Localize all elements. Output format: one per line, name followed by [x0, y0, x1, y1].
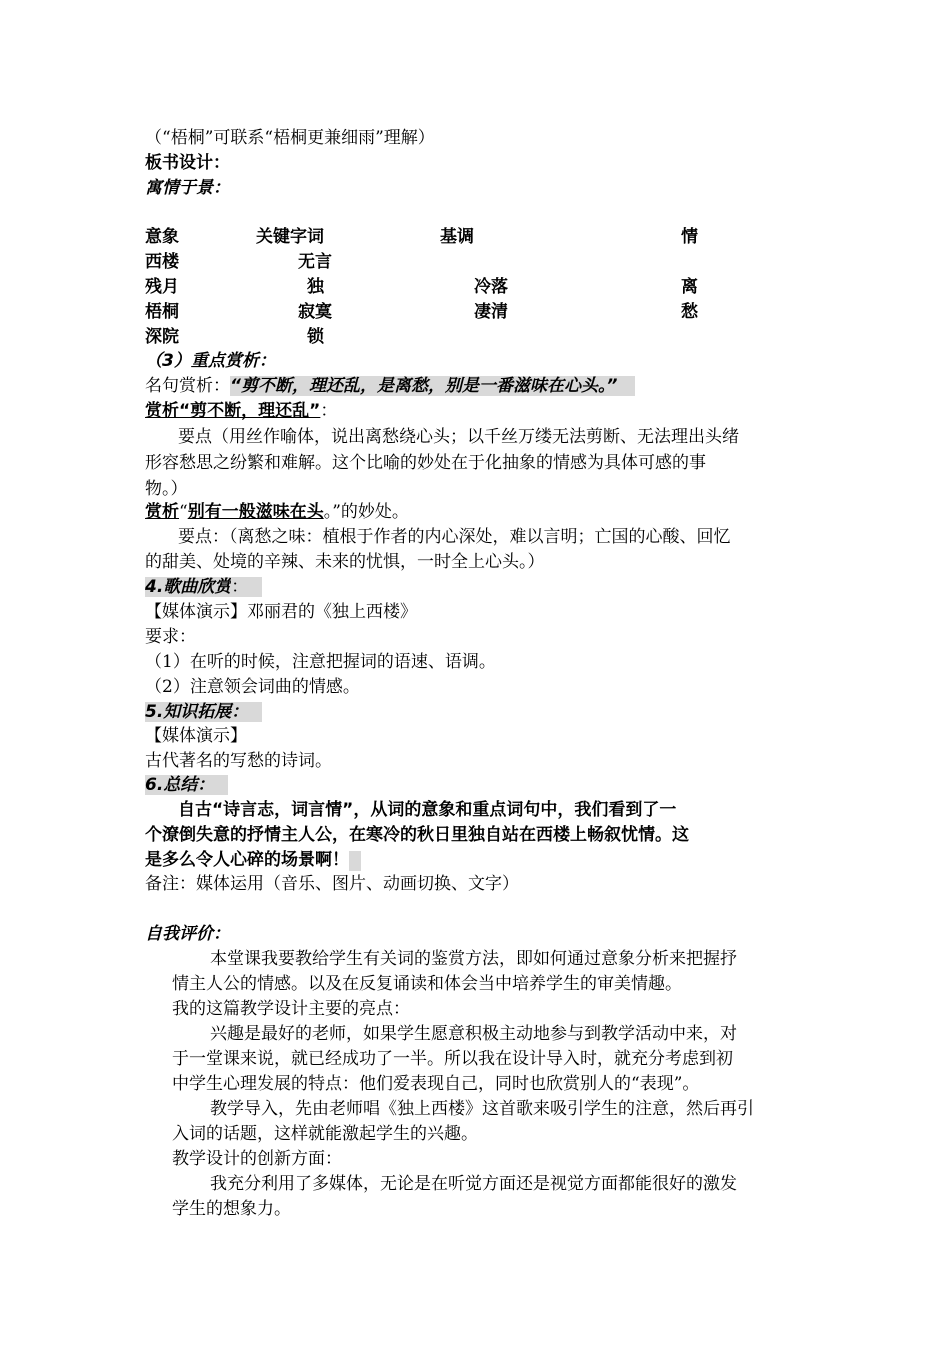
table-cell: 冷落	[474, 277, 508, 297]
analysis1-body-3: 物。）	[145, 479, 188, 499]
eval-p5: 教学设计的创新方面：	[172, 1149, 342, 1169]
section4-title: 4.歌曲欣赏	[145, 577, 232, 597]
table-header-imagery: 意象	[145, 227, 179, 247]
highlight-mark	[349, 851, 361, 871]
table-header-tone: 基调	[440, 227, 474, 247]
section5-title: 5.知识拓展：	[145, 702, 262, 722]
analysis2-body-2: 的甜美、处境的辛辣、未来的忧惧，一时全上心头。）	[145, 552, 545, 572]
section6-title: 6.总结：	[145, 775, 228, 795]
famous-label: 名句赏析：	[145, 376, 230, 396]
table-header-keywords: 关键字词	[256, 227, 324, 247]
eval-p4-line1: 教学导入，先由老师唱《独上西楼》这首歌来吸引学生的注意，然后再引	[210, 1099, 754, 1119]
eval-p1-line2: 情主人公的情感。以及在反复诵读和体会当中培养学生的审美情趣。	[172, 974, 682, 994]
analysis2-pre: 赏析	[145, 502, 179, 522]
table-cell: 西楼	[145, 252, 179, 272]
eval-p3-line3: 中学生心理发展的特点：他们爱表现自己，同时也欣赏别人的“表现”。	[172, 1074, 700, 1094]
analysis2-heading	[145, 500, 409, 524]
analysis1-title: 赏析“剪不断，理还乱”	[145, 401, 321, 421]
table-cell: 凄清	[474, 302, 508, 322]
summary-line-3: 是多么令人心碎的场景啊！	[145, 850, 349, 870]
analysis1-heading	[145, 399, 337, 423]
self-eval-title: 自我评价：	[145, 924, 230, 944]
table-cell: 离	[681, 277, 698, 297]
analysis1-colon: ：	[320, 401, 338, 421]
eval-p2: 我的这篇教学设计主要的亮点：	[172, 999, 410, 1019]
summary-line-2: 个潦倒失意的抒情主人公，在寒冷的秋日里独自站在西楼上畅叙忧情。这	[145, 825, 689, 845]
board-title: 板书设计：	[145, 153, 230, 173]
remark: 备注：媒体运用（音乐、图片、动画切换、文字）	[145, 874, 519, 894]
table-cell: 残月	[145, 277, 179, 297]
table-cell: 独	[307, 277, 324, 297]
section6-heading	[145, 773, 228, 797]
eval-p1-line1: 本堂课我要教给学生有关词的鉴赏方法，即如何通过意象分析来把握抒	[210, 949, 737, 969]
analysis2-quote: 别有一般滋味在头	[187, 502, 324, 522]
ancient-poems: 古代著名的写愁的诗词。	[145, 751, 332, 771]
table-cell: 无言	[298, 252, 332, 272]
analysis2-post: 。”的妙处。	[323, 502, 409, 522]
eval-p3-line1: 兴趣是最好的老师，如果学生愿意积极主动地参与到教学活动中来，对	[210, 1024, 737, 1044]
section4-heading	[145, 575, 262, 599]
table-cell: 愁	[681, 302, 698, 322]
table-cell: 锁	[307, 327, 324, 347]
media-demo-2: 【媒体演示】	[145, 726, 247, 746]
section3-title: （3）重点赏析：	[145, 351, 276, 371]
requirements-label: 要求：	[145, 627, 196, 647]
table-cell: 寂寞	[298, 302, 332, 322]
table-cell: 梧桐	[145, 302, 179, 322]
analysis1-body-2: 形容愁思之纷繁和难解。这个比喻的妙处在于化抽象的情感为具体可感的事	[145, 453, 706, 473]
eval-p6-line1: 我充分利用了多媒体，无论是在听觉方面还是视觉方面都能很好的激发	[210, 1174, 737, 1194]
requirement-1: （1）在听的时候，注意把握词的语速、语调。	[145, 652, 496, 672]
famous-line	[145, 374, 635, 398]
top-note: （“梧桐”可联系“梧桐更兼细雨”理解）	[145, 128, 435, 148]
eval-p4-line2: 入词的话题，这样就能激起学生的兴趣。	[172, 1124, 478, 1144]
board-subtitle: 寓情于景：	[145, 178, 230, 198]
media-demo-1: 【媒体演示】邓丽君的《独上西楼》	[145, 602, 417, 622]
analysis1-body-1: 要点（用丝作喻体，说出离愁绕心头；以千丝万缕无法剪断、无法理出头绪	[178, 427, 739, 447]
section5-heading	[145, 700, 262, 724]
analysis2-body-1: 要点：（离愁之味：植根于作者的内心深处，难以言明；亡国的心酸、回忆	[178, 527, 731, 547]
eval-p6-line2: 学生的想象力。	[172, 1199, 291, 1219]
famous-quote: “剪不断，理还乱，是离愁，别是一番滋味在心头。”	[230, 376, 635, 396]
analysis2-quote-open: “	[179, 502, 188, 522]
summary-line-1: 自古“诗言志，词言情”，从词的意象和重点词句中，我们看到了一	[178, 800, 677, 820]
summary-line-3-wrap	[145, 848, 361, 872]
section4-colon: ：	[231, 577, 262, 597]
requirement-2: （2）注意领会词曲的情感。	[145, 677, 360, 697]
table-cell: 深院	[145, 327, 179, 347]
table-header-emotion: 情	[681, 227, 698, 247]
eval-p3-line2: 于一堂课来说，就已经成功了一半。所以我在设计导入时，就充分考虑到初	[172, 1049, 733, 1069]
